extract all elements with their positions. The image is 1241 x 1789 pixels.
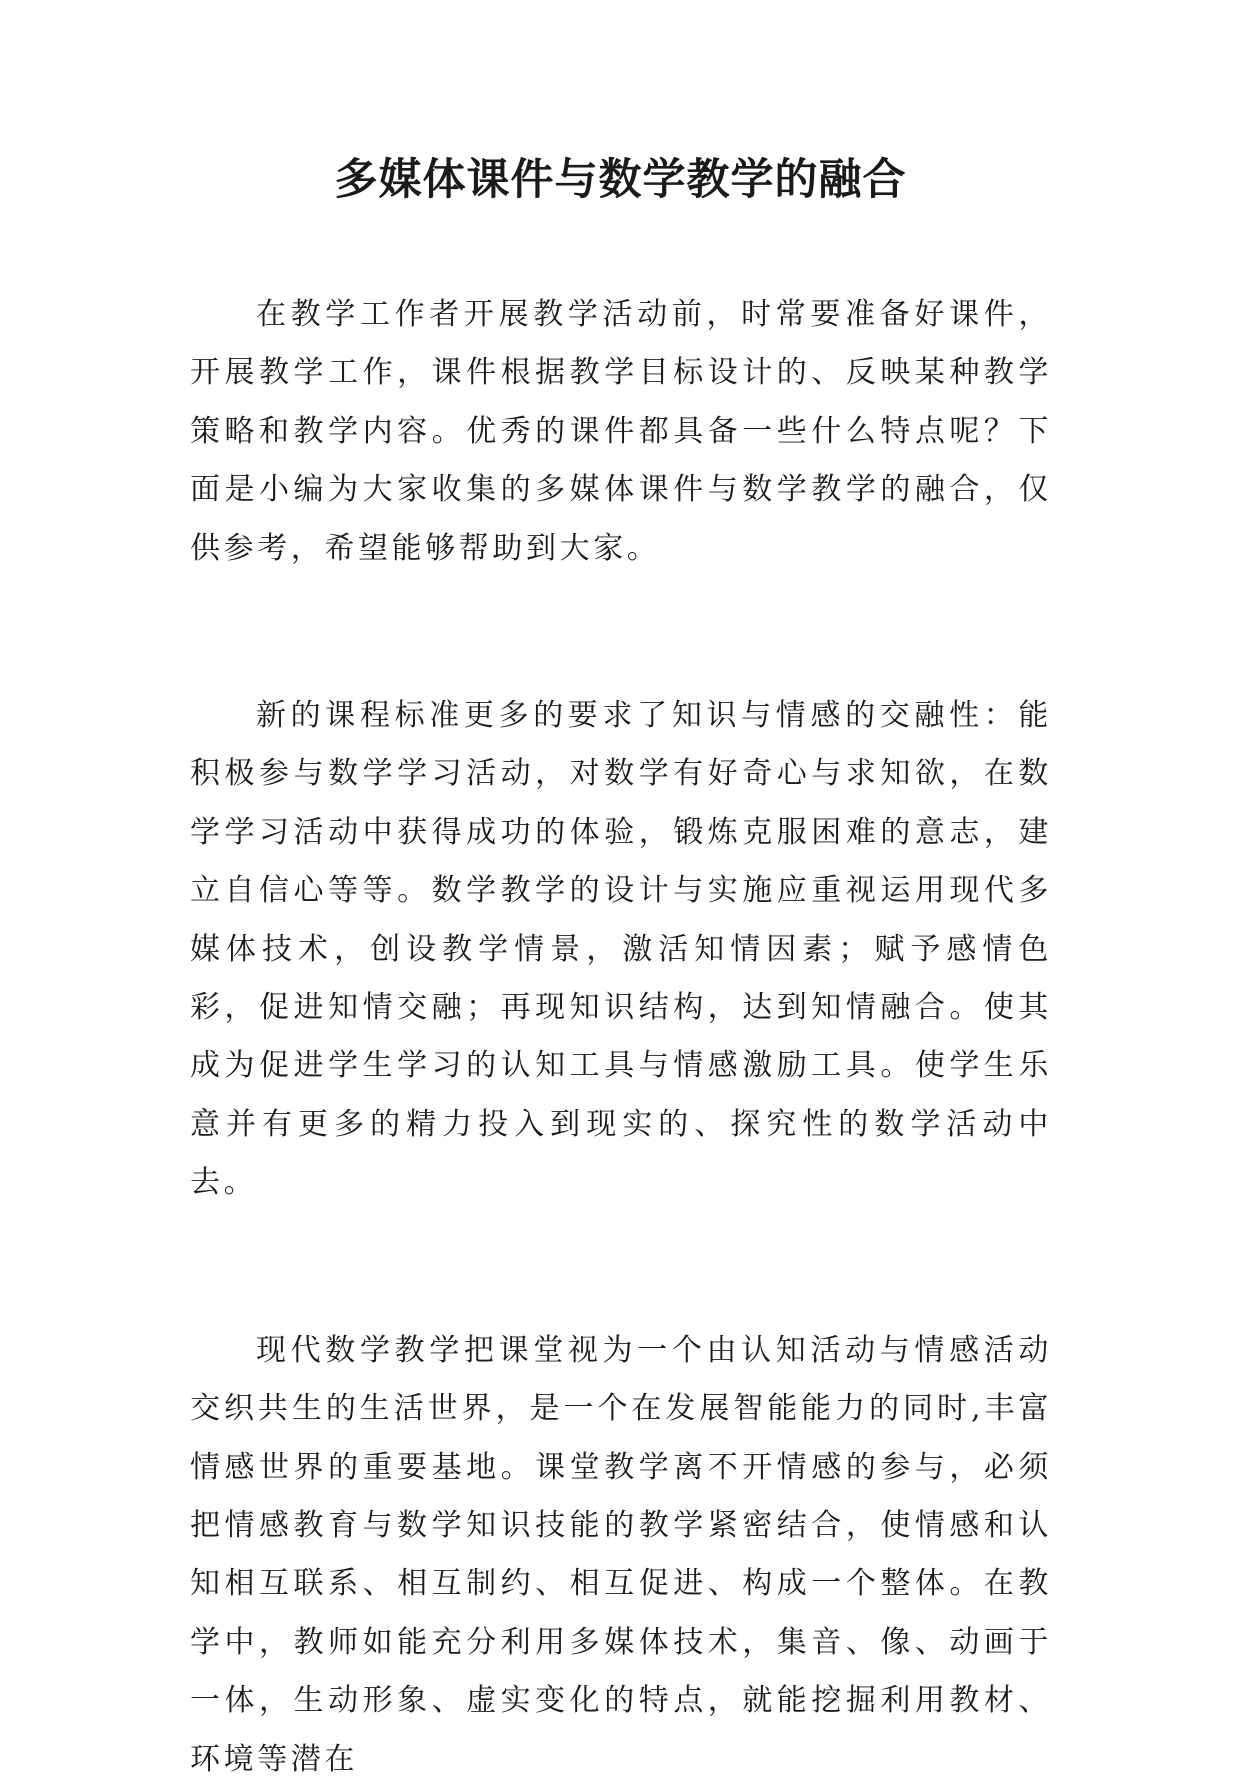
paragraph-curriculum-standard: 新的课程标准更多的要求了知识与情感的交融性：能积极参与数学学习活动，对数学有好奇心与求知欲，在数学学习活动中获得成功的体验，锻炼克服困难的意志，建立自信心等等。数学教学的设计与实施应重视运用现代多媒体技术，创设教学情景，激活知情因素；赋予感情色彩，促进知情交融；再现知识结构，达到知情融合。使其成为促进学生学习的认知工具与情感激励工具。使学生乐意并有更多的精力投入到现实的、探究性的数学活动中去。: [190, 698, 1052, 1201]
paragraph-modern-teaching: 现代数学教学把课堂视为一个由认知活动与情感活动交织共生的生活世界，是一个在发展智能能力的同时,丰富情感世界的重要基地。课堂教学离不开情感的参与，必须把情感教育与数学知识技能的教学紧密结合，使情感和认知相互联系、相互制约、相互促进、构成一个整体。在教学中，教师如能充分利用多媒体技术，集音、像、动画于一体，生动形象、虚实变化的特点，就能挖掘利用教材、环境等潜在: [190, 1332, 1052, 1777]
document-body: [190, 286, 1052, 1789]
paragraph-intro: 在教学工作者开展教学活动前，时常要准备好课件，开展教学工作，课件根据教学目标设计的、反映某种教学策略和教学内容。优秀的课件都具备一些什么特点呢？下面是小编为大家收集的多媒体课件与数学教学的融合，仅供参考，希望能够帮助到大家。: [190, 297, 1052, 566]
document-title: 多媒体课件与数学教学的融合: [334, 155, 907, 205]
